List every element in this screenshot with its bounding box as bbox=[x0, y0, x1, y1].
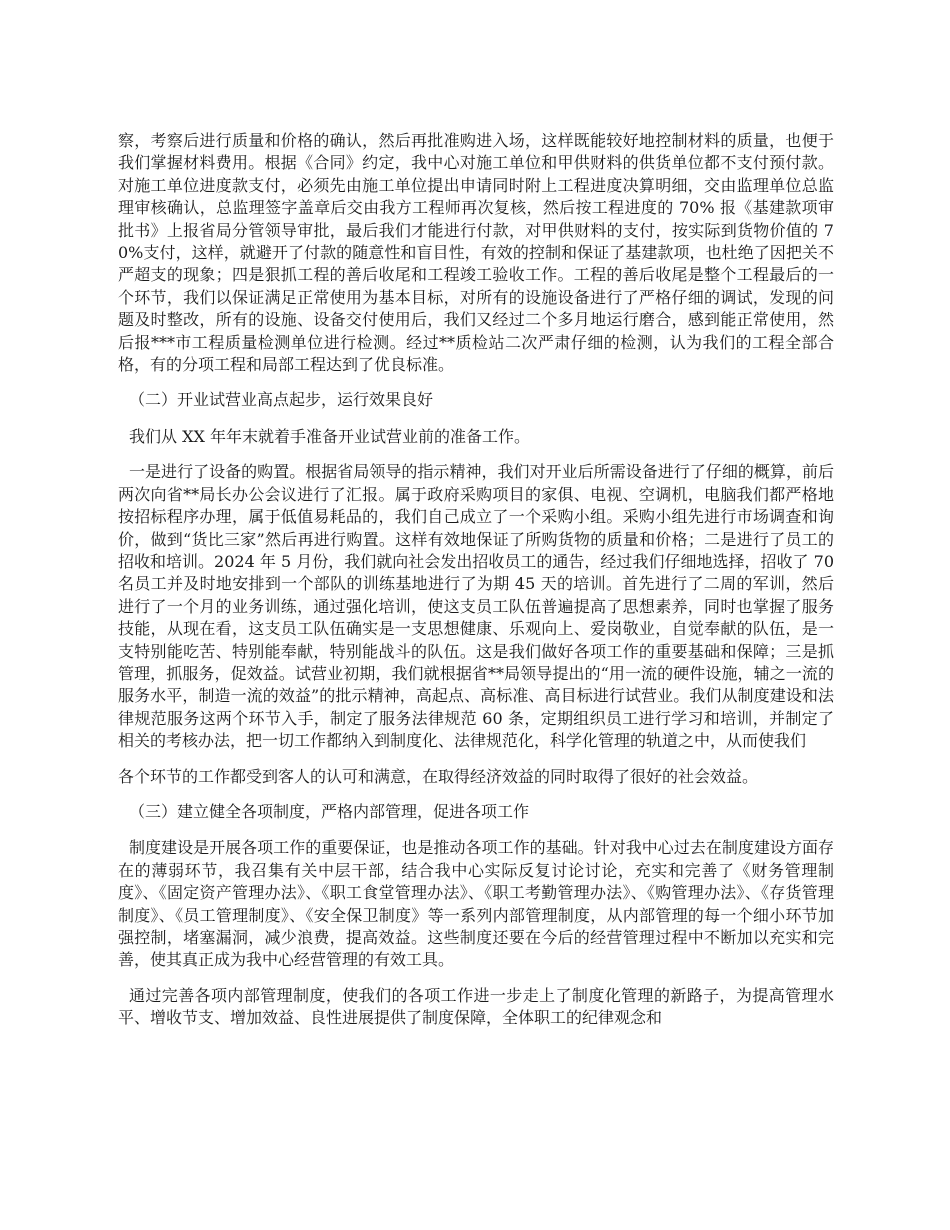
body-paragraph-3: 一是进行了设备的购置。根据省局领导的指示精神，我们对开业后所需设备进行了仔细的概算，前后两次向省**局长办公会议进行了汇报。属于政府采购项目的家俱、电视、空调机，电脑我们都严格地按招标程序办理，属于低值易耗品的，我们自己成立了一个采购小组。采购小组先进行市场调查和询价，做到“货比三家”然后再进行购置。这样有效地保证了所购货物的质量和价格；二是进行了员工的招收和培训。2024 年 5 月份，我们就向社会发出招收员工的通告，经过我们仔细地选择，招收了 70 名员工并及时地安排到一个部队的训练基地进行了为期 45 天的培训。首先进行了二周的军训，然后进行了一个月的业务训练，通过强化培训，使这支员工队伍普遍提高了思想素养，同时也掌握了服务技能，从现在看，这支员工队伍确实是一支思想健康、乐观向上、爱岗敬业，自觉奉献的队伍，是一支特别能吃苦、特别能奉献，特别能战斗的队伍。这是我们做好各项工作的重要基础和保障；三是抓管理，抓服务，促效益。试营业初期，我们就根据省**局领导提出的“用一流的硬件设施，辅之一流的服务水平，制造一流的效益”的批示精神，高起点、高标准、高目标进行试营业。我们从制度建设和法律规范服务这两个环节入手，制定了服务法律规范 60 条，定期组织员工进行学习和培训，并制定了相关的考核办法，把一切工作都纳入到制度化、法律规范化，科学化管理的轨道之中，从而使我们 bbox=[118, 462, 834, 751]
body-paragraph-1: 察，考察后进行质量和价格的确认，然后再批准购进入场，这样既能较好地控制材料的质量，也便于我们掌握材料费用。根据《合同》约定，我中心对施工单位和甲供财料的供货单位都不支付预付款。对施工单位进度款支付，必须先由施工单位提出申请同时附上工程进度决算明细，交由监理单位总监理审核确认，总监理签字盖章后交由我方工程师再次复核，然后按工程进度的 70% 报《基建款项审批书》上报省局分管领导审批，最后我们才能进行付款，对甲供财料的支付，按实际到货物价值的 70%支付，这样，就避开了付款的随意性和盲目性，有效的控制和保证了基建款项，也杜绝了因把关不严超支的现象；四是狠抓工程的善后收尾和工程竣工验收工作。工程的善后收尾是整个工程最后的一个环节，我们以保证满足正常使用为基本目标，对所有的设施设备进行了严格仔细的调试，发现的问题及时整改，所有的设施、设备交付使用后，我们又经过二个多月地运行磨合，感到能正常使用，然后报***市工程质量检测单位进行检测。经过**质检站二次严肃仔细的检测，认为我们的工程全部合格，有的分项工程和局部工程达到了优良标准。 bbox=[118, 131, 834, 375]
document-page bbox=[118, 130, 834, 1043]
body-paragraph-4: 各个环节的工作都受到客人的认可和满意，在取得经济效益的同时取得了很好的社会效益。 bbox=[118, 766, 759, 786]
body-paragraph-5: 制度建设是开展各项工作的重要保证，也是推动各项工作的基础。针对我中心过去在制度建设方面存在的薄弱环节，我召集有关中层干部，结合我中心实际反复讨论讨论，充实和完善了《财务管理制度》、《固定资产管理办法》、《职工食堂管理办法》、《职工考勤管理办法》、《购管理办法》、《存货管理制度》、《员工管理制度》、《安全保卫制度》等一系列内部管理制度，从内部管理的每一个细小环节加强控制，堵塞漏洞，减少浪费，提高效益。这些制度还要在今后的经营管理过程中不断加以充实和完善，使其真正成为我中心经营管理的有效工具。 bbox=[118, 838, 834, 970]
body-paragraph-6: 通过完善各项内部管理制度，使我们的各项工作进一步走上了制度化管理的新路子，为提高管理水平、增收节支、增加效益、良性进展提供了制度保障，全体职工的纪律观念和 bbox=[118, 985, 834, 1028]
body-paragraph-2: 我们从 XX 年年末就着手准备开业试营业前的准备工作。 bbox=[129, 426, 530, 446]
section-heading-3: （三）建立健全各项制度，严格内部管理，促进各项工作 bbox=[129, 801, 530, 821]
section-heading-2: （二）开业试营业高点起步，运行效果良好 bbox=[129, 390, 434, 410]
